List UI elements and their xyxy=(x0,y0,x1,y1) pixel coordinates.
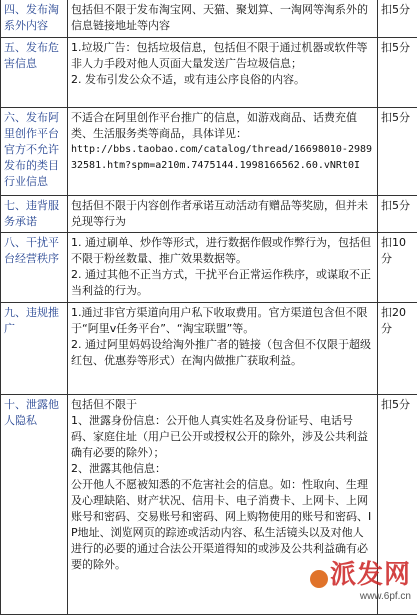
table-row xyxy=(1,233,417,303)
content-line: 1.垃圾广告：包括垃圾信息，包括但不限于通过机器或软件等非人力手段对他人页面大量发送广告垃圾信息； xyxy=(71,40,374,72)
content-cell xyxy=(68,0,378,38)
category-cell: 十、泄露他人隐私 xyxy=(1,395,68,615)
category-cell: 七、违背服务承诺 xyxy=(1,196,68,233)
content-cell xyxy=(68,38,378,108)
content-line: 2、泄露其他信息： xyxy=(71,461,374,477)
table-row xyxy=(1,303,417,395)
category-cell: 六、发布阿里创作平台官方不允许发布的类目行业信息 xyxy=(1,108,68,196)
content-line: 公开他人不愿被知悉的不危害社会的信息。如：性取向、生理及心理缺陷、财产状况、信用卡、电子消费卡、上网卡、上网账号和密码、交易账号和密码、网上购物使用的账号和密码、IP地址、浏览网页的踪迹或活动内容、私生活镜头以及对他人进行的必要的通过合法公开渠道得知的或涉及公共利益确有必要的除外。 xyxy=(71,477,374,573)
category-cell: 四、发布淘系外内容 xyxy=(1,0,68,38)
category-cell: 五、发布危害信息 xyxy=(1,38,68,108)
table-row xyxy=(1,108,417,196)
penalty-cell: 扣5分 xyxy=(378,38,417,108)
content-line: 包括但不限于内容创作者承诺互动活动有赠品等奖励，但并未兑现等行为 xyxy=(71,198,374,230)
penalty-cell: 扣20分 xyxy=(378,303,417,395)
content-cell xyxy=(68,108,378,196)
table-row xyxy=(1,196,417,233)
penalty-cell: 扣5分 xyxy=(378,395,417,615)
watermark-url: www.6pf.cn xyxy=(310,591,411,602)
content-cell xyxy=(68,303,378,395)
table-row xyxy=(1,38,417,108)
content-line: 包括但不限于发布淘宝网、天猫、聚划算、一淘网等淘系外的信息链接地址等内容 xyxy=(71,2,374,34)
table-row xyxy=(1,0,417,38)
rule-link[interactable]: http://bbs.taobao.com/catalog/thread/16698010-298932581.htm?spm=a210m.7475144.1998166562.60.vNRt0I xyxy=(71,142,374,174)
logo-seal-icon xyxy=(310,570,328,588)
content-cell xyxy=(68,196,378,233)
content-line: 2. 通过阿里妈妈设给淘外推广者的链接（包含但不仅限于超级红包、优惠券等形式）在淘内做推广获取利益。 xyxy=(71,337,374,369)
content-line: 不适合在阿里创作平台推广的信息，如游戏商品、话费充值类、生活服务类等商品，具体详见： xyxy=(71,110,374,142)
content-line: 1. 通过刷单、炒作等形式，进行数据作假或作弊行为，包括但不限于粉丝数量、推广效果数据等。 xyxy=(71,235,374,267)
content-line: 2. 通过其他不正当方式，干扰平台正常运作秩序，或谋取不正当利益的行为。 xyxy=(71,267,374,299)
content-line: 1、泄露身份信息：公开他人真实姓名及身份证号、电话号码、家庭住址（用户已公开或授权公开的除外，涉及公共利益确有必要的除外）； xyxy=(71,413,374,461)
penalty-cell: 扣5分 xyxy=(378,0,417,38)
category-cell: 八、干扰平台经营秩序 xyxy=(1,233,68,303)
category-cell: 九、违规推广 xyxy=(1,303,68,395)
watermark-logo: 派发网 xyxy=(330,560,411,590)
content-line: 包括但不限于 xyxy=(71,397,374,413)
content-line: 2. 发布引发公众不适，或有违公序良俗的内容。 xyxy=(71,72,374,88)
content-line: 1.通过非官方渠道向用户私下收取费用。官方渠道包含但不限于“阿里v任务平台”、“淘宝联盟”等。 xyxy=(71,305,374,337)
penalty-cell: 扣10分 xyxy=(378,233,417,303)
site-watermark xyxy=(310,554,411,602)
penalty-cell: 扣5分 xyxy=(378,108,417,196)
content-cell xyxy=(68,233,378,303)
penalty-cell: 扣5分 xyxy=(378,196,417,233)
